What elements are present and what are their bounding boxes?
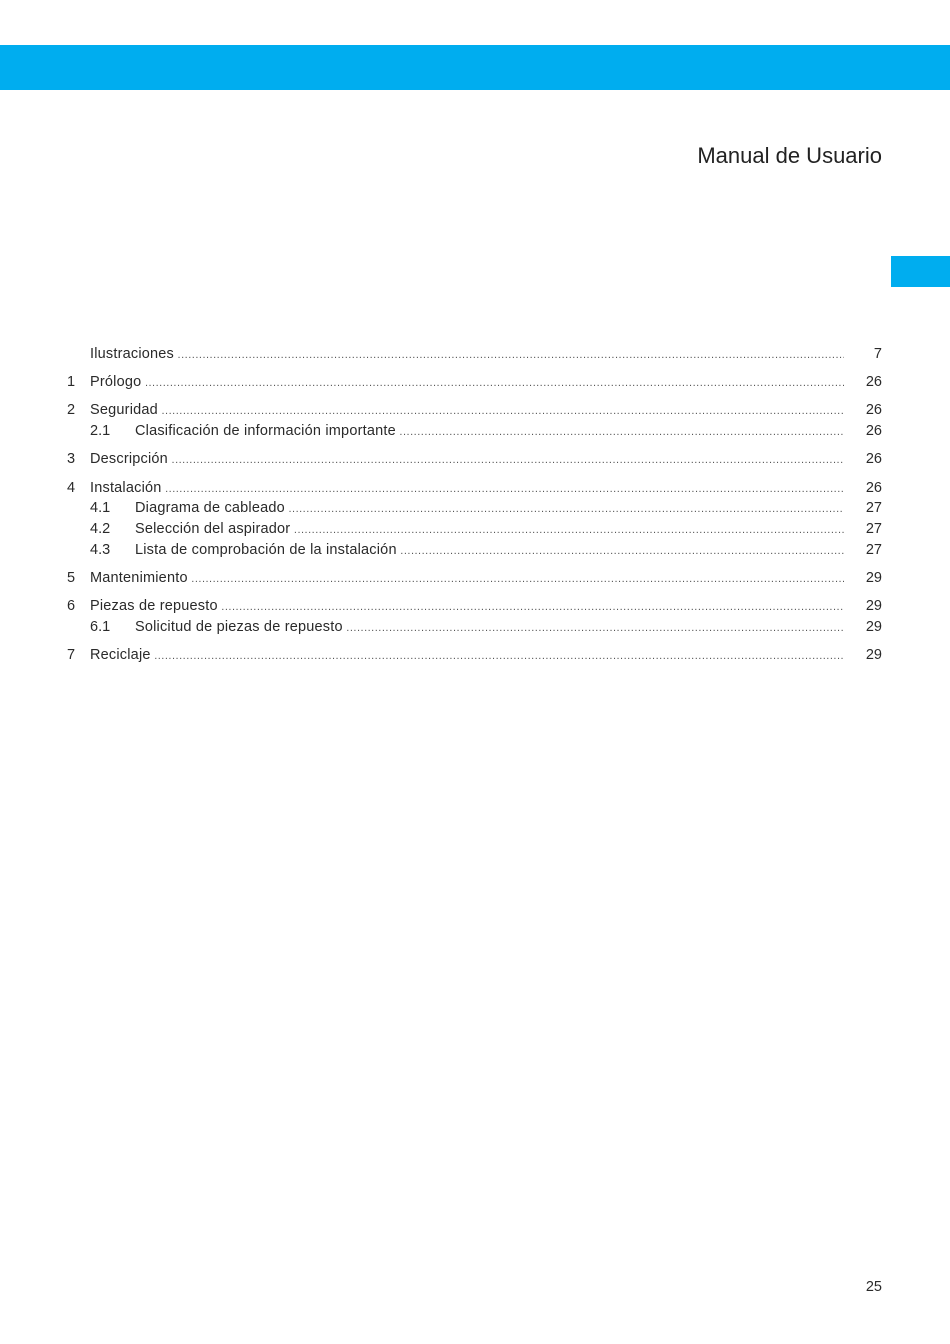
- toc-entry-number: 4.1: [90, 500, 111, 516]
- toc-entry-number: 7: [67, 647, 76, 663]
- toc-entry-title: Lista de comprobación de la instalación .....: [135, 540, 844, 561]
- toc-entry-title: Reciclaje .....: [90, 645, 844, 666]
- toc-entry-page: 27: [865, 521, 882, 537]
- toc-entry-title: Diagrama de cableado .....: [135, 498, 844, 519]
- toc-entry-title: Selección del aspirador .....: [135, 519, 844, 540]
- toc-entry-number: 4.3: [90, 542, 111, 558]
- toc-entry-number: 5: [67, 570, 76, 586]
- page-number: 25: [865, 1279, 882, 1295]
- toc-entry-number: 1: [67, 374, 76, 390]
- toc-entry-number: 6.1: [90, 619, 111, 635]
- toc-entry-mantenimiento[interactable]: [0, 568, 950, 588]
- toc-entry-page: 26: [865, 451, 882, 467]
- toc-entry-page: 29: [865, 598, 882, 614]
- toc-entry-ilustraciones[interactable]: [0, 344, 950, 364]
- toc-entry-title: Prólogo .....: [90, 372, 844, 393]
- toc-entry-title: Clasificación de información importante .....: [135, 421, 844, 442]
- toc-entry-page: 29: [865, 619, 882, 635]
- toc-entry-page: 26: [865, 374, 882, 390]
- toc-entry-seleccion[interactable]: [0, 519, 950, 539]
- toc-entry-number: 2: [67, 402, 76, 418]
- toc-entry-page: 26: [865, 423, 882, 439]
- toc-entry-piezas[interactable]: [0, 596, 950, 616]
- toc-entry-prologo[interactable]: [0, 372, 950, 392]
- toc-entry-title: Solicitud de piezas de repuesto .....: [135, 617, 844, 638]
- toc-entry-number: 6: [67, 598, 76, 614]
- header-band: [0, 45, 950, 90]
- toc-entry-page: 27: [865, 500, 882, 516]
- toc-entry-title: Seguridad .....: [90, 400, 844, 421]
- toc-entry-page: 27: [865, 542, 882, 558]
- toc-entry-title: Descripción .....: [90, 449, 844, 470]
- toc-entry-seguridad[interactable]: [0, 400, 950, 420]
- toc-entry-page: 7: [873, 346, 882, 362]
- toc-entry-number: 4: [67, 480, 76, 496]
- section-tab-marker: [891, 256, 950, 287]
- toc-entry-title: Piezas de repuesto .....: [90, 596, 844, 617]
- document-title: Manual de Usuario: [697, 143, 882, 168]
- toc-entry-number: 4.2: [90, 521, 111, 537]
- toc-entry-number: 2.1: [90, 423, 111, 439]
- toc-entry-page: 26: [865, 402, 882, 418]
- toc-entry-title: Mantenimiento .....: [90, 568, 844, 589]
- toc-entry-diagrama[interactable]: [0, 498, 950, 518]
- toc-entry-number: 3: [67, 451, 76, 467]
- toc-entry-descripcion[interactable]: [0, 449, 950, 469]
- toc-entry-page: 29: [865, 647, 882, 663]
- toc-entry-lista[interactable]: [0, 540, 950, 560]
- toc-entry-title: Ilustraciones .....: [90, 344, 844, 365]
- toc-entry-page: 26: [865, 480, 882, 496]
- toc-entry-page: 29: [865, 570, 882, 586]
- toc-entry-solicitud[interactable]: [0, 617, 950, 637]
- toc-entry-title: Instalación .....: [90, 478, 844, 499]
- toc-entry-clasificacion[interactable]: [0, 421, 950, 441]
- toc-entry-reciclaje[interactable]: [0, 645, 950, 665]
- toc-entry-instalacion[interactable]: [0, 478, 950, 498]
